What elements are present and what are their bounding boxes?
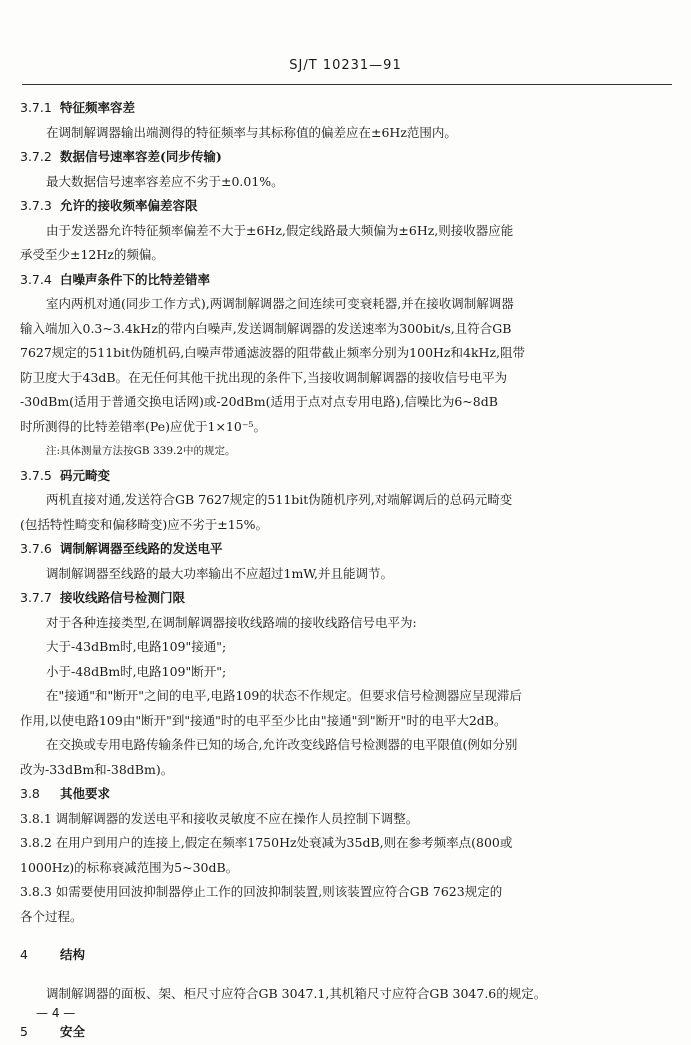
body-line: 1000Hz)的标称衰减范围为5~30dB。 bbox=[20, 859, 239, 875]
section-number: 3.7.2 bbox=[20, 149, 52, 164]
body-line: -30dBm(适用于普通交换电话网)或-20dBm(适用于点对点专用电路),信噪比为6~8dB bbox=[20, 394, 498, 409]
section-heading bbox=[20, 145, 640, 170]
body-line: 最大数据信号速率容差应不劣于±0.01%。 bbox=[46, 173, 284, 189]
section-title: 数据信号速率容差(同步传输) bbox=[60, 149, 222, 164]
body-line: 调制解调器的面板、架、柜尺寸应符合GB 3047.1,其机箱尺寸应符合GB 3047.6的规定。 bbox=[46, 985, 547, 1001]
body-line: 室内两机对通(同步工作方式),两调制解调器之间连续可变衰耗器,并在接收调制解调器 bbox=[46, 296, 514, 311]
section-gap bbox=[20, 929, 640, 943]
section-title: 其他要求 bbox=[60, 786, 111, 801]
section-title: 码元畸变 bbox=[60, 467, 111, 483]
note-text: 注:具体测量方法按GB 339.2中的规定。 bbox=[46, 445, 236, 457]
page-number: — 4 — bbox=[36, 1006, 76, 1020]
section-title: 安全 bbox=[60, 1024, 86, 1039]
section-title: 允许的接收频率偏差容限 bbox=[60, 198, 198, 213]
section-number: 5 bbox=[20, 1024, 28, 1039]
section-title: 白噪声条件下的比特差错率 bbox=[60, 271, 211, 287]
section-number: 3.8 bbox=[20, 786, 40, 801]
header-rule bbox=[22, 84, 672, 85]
document-header: SJ/T 10231—91 bbox=[289, 58, 402, 73]
section-heading bbox=[20, 268, 640, 293]
section-gap bbox=[20, 968, 640, 982]
body-line: 输入端加入0.3~3.4kHz的带内白噪声,发送调制解调器的发送速率为300bit/s,且符合GB bbox=[20, 320, 512, 336]
body-line: 对于各种连接类型,在调制解调器接收线路端的接收线路信号电平为: bbox=[46, 614, 417, 630]
section-heading bbox=[20, 194, 640, 219]
body-line: (包括特性畸变和偏移畸变)应不劣于±15%。 bbox=[20, 516, 269, 532]
body-line: 调制解调器至线路的最大功率输出不应超过1mW,并且能调节。 bbox=[46, 565, 393, 581]
body-line: 在交换或专用电路传输条件已知的场合,允许改变线路信号检测器的电平限值(例如分别 bbox=[46, 737, 518, 752]
body-line: 改为-33dBm和-38dBm)。 bbox=[20, 761, 174, 777]
section-number: 3.7.7 bbox=[20, 590, 52, 605]
body-line: 两机直接对通,发送符合GB 7627规定的511bit伪随机序列,对端解调后的总码元畸变 bbox=[46, 492, 513, 507]
body-line: 在"接通"和"断开"之间的电平,电路109的状态不作规定。但要求信号检测器应呈现滞后 bbox=[46, 688, 522, 703]
body-line: 在调制解调器输出端测得的特征频率与其标称值的偏差应在±6Hz范围内。 bbox=[46, 124, 457, 140]
section-number: 3.7.6 bbox=[20, 541, 52, 556]
body-line: 小于-48dBm时,电路109"断开"; bbox=[46, 663, 227, 679]
section-number: 3.7.5 bbox=[20, 467, 52, 483]
body-line: 承受至少±12Hz的频偏。 bbox=[20, 247, 164, 262]
body-line: 3.8.1 调制解调器的发送电平和接收灵敏度不应在操作人员控制下调整。 bbox=[20, 810, 419, 826]
section-title: 结构 bbox=[60, 947, 86, 962]
section-gap bbox=[20, 1006, 640, 1020]
body-line: 3.8.2 在用户到用户的连接上,假定在频率1750Hz处衰减为35dB,则在参考频率点(800或 bbox=[20, 835, 513, 850]
document-body bbox=[20, 96, 640, 1045]
body-line: 时所测得的比特差错率(Pe)应优于1×10⁻⁵。 bbox=[20, 418, 266, 434]
section-title: 调制解调器至线路的发送电平 bbox=[60, 541, 223, 556]
body-line: 3.8.3 如需要使用回波抑制器停止工作的回波抑制装置,则该装置应符合GB 7623规定的 bbox=[20, 884, 503, 899]
body-line: 各个过程。 bbox=[20, 908, 83, 924]
section-number: 4 bbox=[20, 947, 28, 962]
section-heading bbox=[20, 96, 640, 121]
body-line: 大于-43dBm时,电路109"接通"; bbox=[46, 639, 227, 654]
section-heading bbox=[20, 537, 640, 562]
body-line: 7627规定的511bit伪随机码,白噪声带通滤波器的阻带截止频率分别为100Hz和4kHz,阻带 bbox=[20, 345, 526, 360]
section-heading bbox=[20, 464, 640, 489]
body-line: 作用,以使电路109由"断开"到"接通"时的电平至少比由"接通"到"断开"时的电平大2dB。 bbox=[20, 712, 507, 728]
section-number: 3.7.1 bbox=[20, 100, 52, 115]
body-line: 防卫度大于43dB。在无任何其他干扰出现的条件下,当接收调制解调器的接收信号电平为 bbox=[20, 369, 508, 385]
section-heading bbox=[20, 782, 640, 807]
body-line: 由于发送器允许特征频率偏差不大于±6Hz,假定线路最大频偏为±6Hz,则接收器应能 bbox=[46, 222, 514, 238]
section-title: 特征频率容差 bbox=[60, 100, 136, 115]
section-heading bbox=[20, 586, 640, 611]
section-heading bbox=[20, 943, 640, 968]
section-title: 接收线路信号检测门限 bbox=[60, 590, 186, 605]
section-number: 3.7.4 bbox=[20, 271, 52, 287]
section-number: 3.7.3 bbox=[20, 198, 52, 213]
